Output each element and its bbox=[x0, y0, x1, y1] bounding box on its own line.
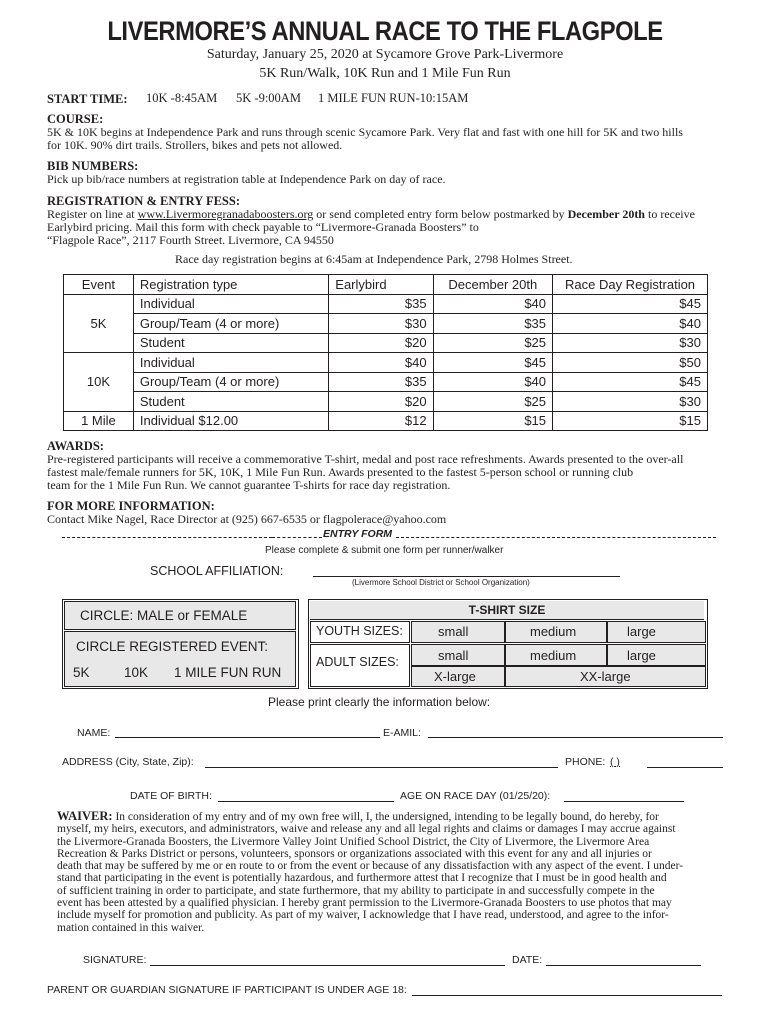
waiver-line: the Livermore-Granada Boosters, the Livermore Valley Joint Unified School District, the City of Livermore, the Livermore Area bbox=[57, 835, 650, 848]
type-cell: Student bbox=[133, 333, 328, 353]
event-cell: 5K bbox=[64, 294, 134, 353]
registration-text-1b: or send completed entry form below postmarked by bbox=[313, 207, 568, 221]
youth-size-medium[interactable]: medium bbox=[530, 624, 577, 639]
price-cell: $35 bbox=[329, 294, 433, 314]
price-cell: $15 bbox=[433, 411, 552, 431]
registration-text-1a: Register on line at bbox=[47, 207, 138, 221]
page-title: LIVERMORE’S ANNUAL RACE TO THE FLAGPOLE bbox=[107, 16, 663, 46]
adult-size-xlarge[interactable]: X-large bbox=[434, 669, 476, 684]
event-option-5k[interactable]: 5K bbox=[73, 665, 90, 680]
adult-size-xxlarge[interactable]: XX-large bbox=[580, 669, 631, 684]
waiver-line: mation contained in this waiver. bbox=[57, 921, 205, 934]
youth-size-small[interactable]: small bbox=[438, 624, 469, 639]
table-row bbox=[64, 353, 708, 373]
circle-gender-label[interactable]: CIRCLE: MALE or FEMALE bbox=[80, 608, 248, 623]
table-row bbox=[64, 392, 708, 412]
fee-table bbox=[63, 274, 708, 431]
divider-left bbox=[62, 537, 272, 538]
adult-label: ADULT SIZES: bbox=[316, 655, 399, 669]
event-date-location: Saturday, January 25, 2020 at Sycamore Grove Park-Livermore bbox=[206, 47, 564, 62]
entry-form-title: ENTRY FORM bbox=[323, 528, 393, 540]
form-instruction: Please complete & submit one form per runner/walker bbox=[265, 545, 504, 556]
tshirt-title: T-SHIRT SIZE bbox=[468, 603, 546, 617]
type-cell: Individual bbox=[133, 294, 328, 314]
registration-link[interactable]: www.Livermoregranadaboosters.org bbox=[137, 207, 314, 221]
race-day-registration: Race day registration begins at 6:45am at Independence Park, 2798 Holmes Street. bbox=[175, 252, 573, 266]
price-cell: $15 bbox=[553, 411, 708, 431]
registration-deadline: December 20th bbox=[567, 207, 645, 221]
signature-label: SIGNATURE: bbox=[83, 954, 147, 966]
price-cell: $45 bbox=[433, 353, 552, 373]
waiver-line: include myself for promotion and publicity. As part of my waiver, I acknowledge that I have read, understood, and agree to the infor- bbox=[57, 909, 669, 922]
price-cell: $12 bbox=[329, 411, 433, 431]
event-races: 5K Run/Walk, 10K Run and 1 Mile Fun Run bbox=[259, 66, 511, 81]
info-text: Contact Mike Nagel, Race Director at (925) 667-6535 or flagpolerace@yahoo.com bbox=[47, 512, 447, 526]
registration-text-2: Earlybird pricing. Mail this form with check payable to “Livermore-Granada Boosters” to bbox=[47, 220, 479, 234]
dob-field[interactable] bbox=[218, 801, 394, 802]
waiver-line: death that may be suffered by me or en route to or from the event or because of any dissatisfaction with any aspect of the event. I under- bbox=[57, 860, 684, 873]
bib-heading: BIB NUMBERS: bbox=[47, 159, 139, 173]
price-cell: $45 bbox=[553, 372, 708, 392]
youth-size-cell bbox=[607, 621, 706, 643]
awards-text-3: team for the 1 Mile Fun Run. We cannot guarantee T-shirts for race day registration. bbox=[47, 478, 451, 492]
fee-table-header bbox=[64, 275, 708, 295]
adult-size-cell bbox=[607, 644, 706, 666]
course-text-2: for 10K. 90% dirt trails. Strollers, bikes and pets not allowed. bbox=[47, 138, 343, 152]
table-row bbox=[64, 372, 708, 392]
phone-field[interactable] bbox=[647, 767, 723, 768]
circle-event-label: CIRCLE REGISTERED EVENT: bbox=[76, 639, 269, 654]
type-cell: Group/Team (4 or more) bbox=[133, 314, 328, 334]
signature-field[interactable] bbox=[150, 965, 505, 966]
header-december: December 20th bbox=[433, 275, 552, 295]
date-field[interactable] bbox=[546, 965, 701, 966]
dob-label: DATE OF BIRTH: bbox=[130, 790, 212, 802]
event-cell: 10K bbox=[64, 353, 134, 412]
bib-text: Pick up bib/race numbers at registration table at Independence Park on day of race. bbox=[47, 172, 446, 186]
awards-heading: AWARDS: bbox=[47, 439, 104, 453]
print-clearly: Please print clearly the information below: bbox=[268, 695, 491, 709]
phone-label: PHONE: bbox=[565, 756, 606, 768]
phone-area-code[interactable]: ( ) bbox=[610, 756, 620, 768]
divider-mid bbox=[272, 537, 322, 538]
table-row bbox=[64, 294, 708, 314]
registration-heading: REGISTRATION & ENTRY FESS: bbox=[47, 194, 240, 208]
type-cell: Student bbox=[133, 392, 328, 412]
start-time-heading: START TIME: bbox=[47, 92, 128, 106]
price-cell: $30 bbox=[329, 314, 433, 334]
email-field[interactable] bbox=[428, 737, 723, 738]
event-option-10k[interactable]: 10K bbox=[124, 665, 149, 680]
header-event: Event bbox=[64, 275, 134, 295]
table-row bbox=[64, 411, 708, 431]
waiver-block bbox=[57, 810, 727, 934]
header-registration-type: Registration type bbox=[133, 275, 328, 295]
price-cell: $25 bbox=[433, 392, 552, 412]
price-cell: $40 bbox=[433, 372, 552, 392]
waiver-line: Recreation & Parks District or persons, volunteers, sponsors or organizations associated with this event for any and all injuries or bbox=[57, 847, 652, 860]
table-row bbox=[64, 314, 708, 334]
school-hint: (Livermore School District or School Organization) bbox=[352, 578, 530, 587]
header-earlybird: Earlybird bbox=[329, 275, 433, 295]
event-option-fun-run[interactable]: 1 MILE FUN RUN bbox=[174, 665, 282, 680]
start-time-5k: 5K -9:00AM bbox=[236, 91, 301, 105]
price-cell: $35 bbox=[329, 372, 433, 392]
awards-text-1: Pre-registered participants will receive a commemorative T-shirt, medal and post race refreshments. Awards presented to the over-all bbox=[47, 452, 684, 466]
price-cell: $40 bbox=[329, 353, 433, 373]
school-field[interactable] bbox=[313, 576, 620, 577]
date-label: DATE: bbox=[512, 954, 543, 966]
adult-size-small[interactable]: small bbox=[438, 648, 469, 663]
waiver-line: myself, my heirs, executors, and administrators, waive and release any and all legal rights and claims or damages I may accrue against bbox=[57, 823, 676, 836]
email-label: E-AMIL: bbox=[383, 727, 421, 739]
age-label: AGE ON RACE DAY (01/25/20): bbox=[400, 790, 551, 802]
table-row bbox=[64, 333, 708, 353]
price-cell: $40 bbox=[553, 314, 708, 334]
parent-signature-label: PARENT OR GUARDIAN SIGNATURE IF PARTICIPANT IS UNDER AGE 18: bbox=[47, 984, 407, 996]
price-cell: $30 bbox=[553, 333, 708, 353]
course-text-1: 5K & 10K begins at Independence Park and runs through scenic Sycamore Park. Very flat and fast with one hill for 5K and two hills bbox=[47, 125, 683, 139]
waiver-line: event has been attested by a qualified physician. I hereby grant permission to the Livermore-Granada Boosters to use photos that may bbox=[57, 897, 672, 910]
adult-size-medium[interactable]: medium bbox=[530, 648, 577, 663]
waiver-line: of sufficient training in order to participate, and state furthermore, that my ability to participate in and successfully compete in the bbox=[57, 884, 655, 897]
price-cell: $50 bbox=[553, 353, 708, 373]
youth-label: YOUTH SIZES: bbox=[316, 624, 403, 638]
info-heading: FOR MORE INFORMATION: bbox=[47, 499, 215, 513]
price-cell: $25 bbox=[433, 333, 552, 353]
waiver-line bbox=[57, 810, 727, 823]
registration-text-3: “Flagpole Race”, 2117 Fourth Street. Livermore, CA 94550 bbox=[47, 233, 334, 247]
waiver-heading: WAIVER: bbox=[57, 809, 113, 823]
address-label: ADDRESS (City, State, Zip): bbox=[62, 756, 194, 768]
course-heading: COURSE: bbox=[47, 112, 104, 126]
price-cell: $20 bbox=[329, 392, 433, 412]
registration-text-1c: to receive bbox=[644, 207, 695, 221]
header-race-day: Race Day Registration bbox=[553, 275, 708, 295]
waiver-line-0: In consideration of my entry and of my own free will, I, the undersigned, intending to be legally bound, do hereby, for bbox=[112, 811, 659, 823]
awards-text-2: fastest male/female runners for 5K, 10K, 1 Mile Fun Run. Awards presented to the fastest 5-person school or running club bbox=[47, 465, 634, 479]
event-cell: 1 Mile bbox=[64, 411, 134, 431]
parent-signature-field[interactable] bbox=[412, 995, 722, 996]
price-cell: $20 bbox=[329, 333, 433, 353]
price-cell: $45 bbox=[553, 294, 708, 314]
name-field[interactable] bbox=[115, 737, 380, 738]
start-time-fun-run: 1 MILE FUN RUN-10:15AM bbox=[318, 91, 469, 105]
school-label: SCHOOL AFFILIATION: bbox=[150, 564, 284, 578]
type-cell: Individual bbox=[133, 353, 328, 373]
name-label: NAME: bbox=[77, 727, 111, 739]
type-cell: Individual $12.00 bbox=[133, 411, 328, 431]
divider-right bbox=[396, 537, 716, 538]
youth-size-large[interactable]: large bbox=[627, 624, 656, 639]
type-cell: Group/Team (4 or more) bbox=[133, 372, 328, 392]
address-field[interactable] bbox=[205, 767, 558, 768]
price-cell: $35 bbox=[433, 314, 552, 334]
start-time-10k: 10K -8:45AM bbox=[146, 91, 218, 105]
waiver-line: stand that participating in the event is potentially hazardous, and furthermore attest that I recognize that I must be in good health and bbox=[57, 872, 667, 885]
price-cell: $30 bbox=[553, 392, 708, 412]
age-field[interactable] bbox=[564, 801, 684, 802]
price-cell: $40 bbox=[433, 294, 552, 314]
adult-size-large[interactable]: large bbox=[627, 648, 656, 663]
